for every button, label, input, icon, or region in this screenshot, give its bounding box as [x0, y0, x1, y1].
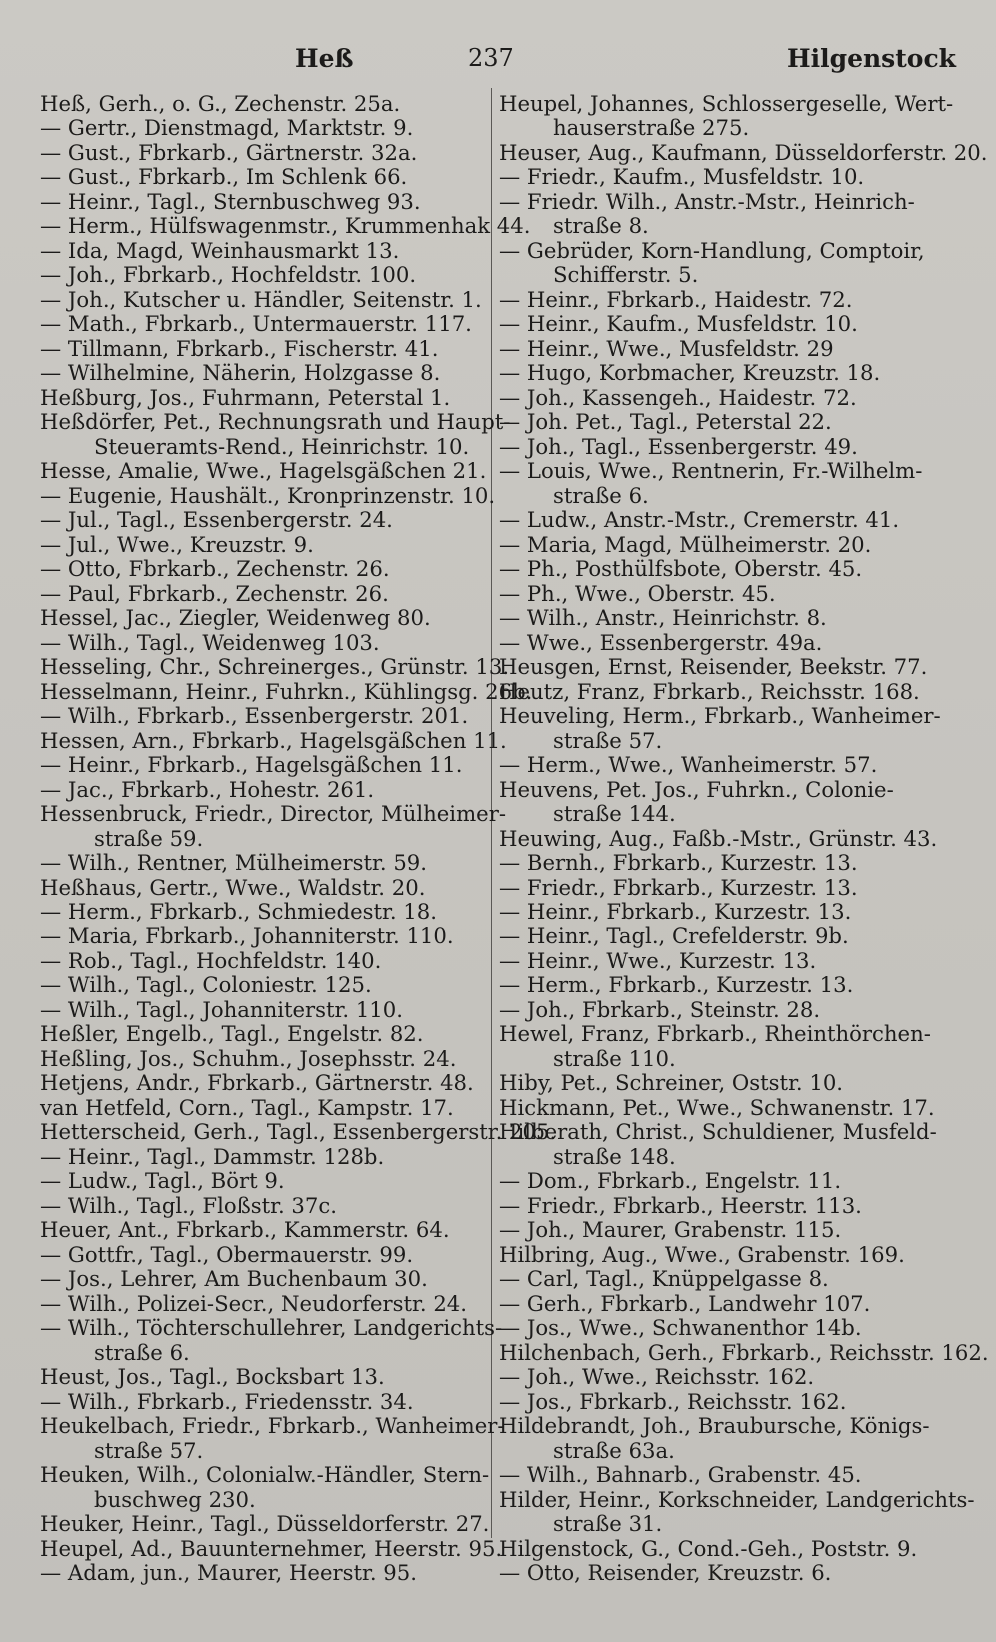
directory-entry [40, 1390, 490, 1414]
directory-entry [499, 1365, 949, 1389]
entry-continuation: straße 6. [94, 1339, 190, 1365]
directory-entry [40, 482, 496, 508]
entry-text: Hewel, Franz, Fbrkarb., Rheinthörchen- [499, 1021, 931, 1047]
directory-entry [40, 1145, 490, 1169]
entry-text: — Ludw., Anstr.-Mstr., Cremerstr. 41. [499, 507, 900, 533]
directory-entry [40, 116, 490, 140]
entry-text: — Joh. Pet., Tagl., Peterstal 22. [499, 409, 832, 435]
page-number: 237 [468, 44, 514, 72]
directory-entry [40, 1047, 490, 1071]
directory-entry [40, 312, 490, 336]
directory-entry [40, 288, 490, 312]
entry-text: Hessenbruck, Friedr., Director, Mülheimer- [40, 801, 506, 827]
entry-continuation: straße 57. [553, 727, 663, 753]
directory-entry [40, 924, 490, 948]
directory-entry [499, 435, 949, 459]
entry-text: — Herm., Wwe., Wanheimerstr. 57. [499, 752, 878, 778]
entry-text: Hesseling, Chr., Schreinerges., Grünstr. 13. [40, 654, 510, 680]
entry-text: Heuveling, Herm., Fbrkarb., Wanheimer- [499, 703, 941, 729]
directory-entry [40, 1119, 557, 1145]
entry-continuation: straße 148. [553, 1143, 676, 1169]
entry-text: — Heinr., Kaufm., Musfeldstr. 10. [499, 311, 858, 337]
directory-entry [40, 1315, 503, 1365]
entry-text: — Ph., Wwe., Oberstr. 45. [499, 580, 776, 606]
entry-continuation: buschweg 230. [94, 1486, 256, 1512]
directory-entry [40, 1292, 490, 1316]
entry-text: Hilbring, Aug., Wwe., Grabenstr. 169. [499, 1241, 905, 1267]
directory-entry [40, 876, 490, 900]
entry-text: Heukelbach, Friedr., Fbrkarb., Wanheimer- [40, 1413, 505, 1439]
entry-continuation: Steueramts-Rend., Heinrichstr. 10. [94, 433, 470, 459]
entry-text: — Maria, Fbrkarb., Johanniterstr. 110. [40, 923, 454, 949]
entry-text: — Wilh., Tagl., Johanniterstr. 110. [40, 996, 403, 1022]
directory-entry [40, 1463, 490, 1512]
entry-text: Heßdörfer, Pet., Rechnungsrath und Haupt- [40, 409, 511, 435]
entry-text: — Louis, Wwe., Rentnerin, Fr.-Wilhelm- [499, 458, 923, 484]
directory-entry [40, 190, 490, 214]
directory-entry [499, 312, 949, 336]
entry-text: — Heinr., Wwe., Musfeldstr. 29 [499, 335, 834, 361]
entry-text: — Heinr., Tagl., Dammstr. 128b. [40, 1143, 385, 1169]
directory-entry [40, 92, 490, 116]
directory-entry [40, 533, 490, 557]
entry-continuation: straße 6. [553, 482, 649, 508]
directory-entry [40, 654, 510, 680]
entry-text: Heust, Jos., Tagl., Bocksbart 13. [40, 1364, 385, 1390]
entry-text: Hilgenstock, G., Cond.-Geh., Poststr. 9. [499, 1535, 918, 1561]
directory-entry [40, 900, 490, 924]
entry-continuation: Schifferstr. 5. [553, 262, 699, 288]
entry-text: — Wilh., Anstr., Heinrichstr. 8. [499, 605, 827, 631]
entry-text: — Gust., Fbrkarb., Gärtnerstr. 32a. [40, 139, 418, 165]
directory-entry [499, 361, 949, 385]
entry-continuation: straße 31. [553, 1511, 663, 1537]
directory-entry [499, 1096, 949, 1120]
directory-entry [499, 337, 949, 361]
directory-entry [40, 973, 490, 997]
directory-entry [40, 1218, 490, 1242]
directory-entry [499, 1243, 949, 1267]
directory-entry [40, 1267, 490, 1291]
entry-text: Heßler, Engelb., Tagl., Engelstr. 82. [40, 1021, 424, 1047]
directory-entry [499, 1267, 949, 1291]
entry-text: — Otto, Reisender, Kreuzstr. 6. [499, 1560, 832, 1586]
directory-entry [499, 1169, 949, 1193]
directory-entry [499, 1414, 949, 1463]
entry-text: — Friedr., Kaufm., Musfeldstr. 10. [499, 164, 865, 190]
directory-entry [499, 949, 949, 973]
directory-entry [40, 1194, 490, 1218]
directory-entry [499, 190, 949, 239]
directory-entry [40, 165, 490, 189]
entry-text: — Heinr., Tagl., Sternbuschweg 93. [40, 188, 421, 214]
entry-text: — Tillmann, Fbrkarb., Fischerstr. 41. [40, 335, 439, 361]
entry-continuation: straße 110. [553, 1045, 676, 1071]
directory-entry [40, 1071, 490, 1095]
directory-entry [40, 239, 490, 263]
entry-text: — Wilhelmine, Näherin, Holzgasse 8. [40, 360, 441, 386]
directory-entry [40, 727, 507, 753]
entry-text: Heuvens, Pet. Jos., Fuhrkn., Colonie- [499, 776, 894, 802]
directory-entry [499, 1339, 989, 1365]
entry-text: — Wilh., Rentner, Mülheimerstr. 59. [40, 850, 428, 876]
entry-text: Hessen, Arn., Fbrkarb., Hagelsgäßchen 11. [40, 727, 507, 753]
entry-text: Hetterscheid, Gerh., Tagl., Essenbergerstr. 205. [40, 1119, 557, 1145]
entry-text: — Gertr., Dienstmagd, Marktstr. 9. [40, 115, 414, 141]
directory-entry [499, 753, 949, 777]
entry-text: Heuer, Ant., Fbrkarb., Kammerstr. 64. [40, 1217, 450, 1243]
directory-entry [40, 851, 490, 875]
entry-text: — Jul., Tagl., Essenbergerstr. 24. [40, 507, 393, 533]
entry-text: van Hetfeld, Corn., Tagl., Kampstr. 17. [40, 1094, 454, 1120]
entry-text: — Paul, Fbrkarb., Zechenstr. 26. [40, 580, 389, 606]
entry-text: — Heinr., Fbrkarb., Kurzestr. 13. [499, 898, 852, 924]
entry-text: Heupel, Ad., Bauunternehmer, Heerstr. 95. [40, 1535, 503, 1561]
entry-text: Heß, Gerh., o. G., Zechenstr. 25a. [40, 91, 401, 116]
entry-text: — Joh., Fbrkarb., Hochfeldstr. 100. [40, 262, 417, 288]
directory-entry [40, 1022, 490, 1046]
directory-entry [499, 557, 949, 581]
entry-text: — Joh., Maurer, Grabenstr. 115. [499, 1217, 842, 1243]
directory-entry [40, 141, 490, 165]
entry-text: Hesselmann, Heinr., Fuhrkn., Kühlingsg. 26b. [40, 678, 533, 704]
directory-entry [499, 1292, 949, 1316]
entry-text: — Rob., Tagl., Hochfeldstr. 140. [40, 947, 382, 973]
directory-entry [499, 1561, 949, 1585]
entry-continuation: straße 57. [94, 1437, 204, 1463]
entry-text: — Friedr., Fbrkarb., Kurzestr. 13. [499, 874, 858, 900]
header-right-keyword: Hilgenstock [786, 44, 956, 73]
directory-entry [40, 361, 490, 385]
directory-entry [499, 973, 949, 997]
directory-entry [499, 900, 949, 924]
entry-text: — Joh., Kassengeh., Haidestr. 72. [499, 384, 857, 410]
directory-entry [499, 827, 949, 851]
entry-text: Hickmann, Pet., Wwe., Schwanenstr. 17. [499, 1094, 935, 1120]
directory-entry [40, 998, 490, 1022]
entry-text: Hilder, Heinr., Korkschneider, Landgerichts- [499, 1486, 975, 1512]
entry-text: — Wilh., Tagl., Floßstr. 37c. [40, 1192, 337, 1218]
directory-entry [40, 213, 531, 239]
entry-text: — Eugenie, Haushält., Kronprinzenstr. 10. [40, 482, 496, 508]
directory-entry [40, 753, 490, 777]
entry-text: Heutz, Franz, Fbrkarb., Reichsstr. 168. [499, 678, 920, 704]
directory-entry [499, 91, 954, 141]
directory-entry [499, 1537, 949, 1561]
entry-continuation: straße 59. [94, 825, 204, 851]
entry-text: Hildebrandt, Joh., Brauburschе, Königs- [499, 1413, 930, 1439]
directory-entry [40, 1243, 490, 1267]
entry-text: — Wilh., Fbrkarb., Friedensstr. 34. [40, 1388, 414, 1414]
directory-entry [40, 386, 490, 410]
entry-text: — Heinr., Tagl., Crefelderstr. 9b. [499, 923, 849, 949]
directory-entry [499, 1390, 949, 1414]
directory-entry [499, 655, 949, 679]
entry-text: — Wwe., Essenbergerstr. 49a. [499, 629, 823, 655]
directory-entry [40, 459, 490, 483]
entry-text: — Wilh., Polizei-Secr., Neudorferstr. 24. [40, 1290, 468, 1316]
directory-entry [499, 631, 949, 655]
entry-text: — Gust., Fbrkarb., Im Schlenk 66. [40, 164, 408, 190]
entry-text: — Herm., Hülfswagenmstr., Krummenhak 44. [40, 213, 531, 239]
entry-text: — Wilh., Fbrkarb., Essenbergerstr. 201. [40, 703, 469, 729]
directory-entry [499, 851, 949, 875]
entry-text: — Gebrüder, Korn-Handlung, Comptoir, [499, 237, 925, 263]
entry-text: — Ludw., Tagl., Bört 9. [40, 1168, 285, 1194]
entry-text: — Wilh., Töchterschullehrer, Landgerichts- [40, 1315, 503, 1341]
entry-text: Hesse, Amalie, Wwe., Hagelsgäßchen 21. [40, 458, 487, 484]
entry-text: Heuser, Aug., Kaufmann, Düsseldorferstr. 20. [499, 139, 988, 165]
directory-entry [40, 263, 490, 287]
directory-entry [40, 631, 490, 655]
directory-entry [40, 606, 490, 630]
directory-entry [499, 680, 949, 704]
directory-entry [499, 606, 949, 630]
entry-text: — Heinr., Fbrkarb., Haidestr. 72. [499, 286, 853, 312]
directory-entry [499, 1194, 949, 1218]
directory-entry [40, 1096, 490, 1120]
directory-entry [40, 704, 490, 728]
directory-entry [499, 1071, 949, 1095]
entry-text: — Gerh., Fbrkarb., Landwehr 107. [499, 1290, 871, 1316]
entry-text: — Jul., Wwe., Kreuzstr. 9. [40, 531, 314, 557]
entry-text: — Ida, Magd, Weinhausmarkt 13. [40, 237, 400, 263]
directory-entry [499, 459, 949, 508]
directory-entry [499, 876, 949, 900]
directory-entry [499, 410, 949, 434]
directory-entry [40, 1535, 503, 1561]
directory-entry [499, 533, 949, 557]
entry-continuation: straße 8. [553, 213, 649, 239]
directory-entry [40, 949, 490, 973]
entry-text: Heuker, Heinr., Tagl., Düsseldorferstr. 27. [40, 1511, 490, 1537]
entry-text: — Dom., Fbrkarb., Engelstr. 11. [499, 1168, 842, 1194]
entry-continuation: hauserstraße 275. [553, 115, 750, 141]
directory-entry [40, 508, 490, 532]
directory-entry [499, 582, 949, 606]
directory-entry [40, 801, 506, 851]
directory-entry [40, 409, 511, 459]
entry-text: Hessel, Jac., Ziegler, Weidenweg 80. [40, 605, 431, 631]
directory-entry [499, 139, 988, 165]
directory-entry [40, 1169, 490, 1193]
directory-entry [499, 288, 949, 312]
entry-continuation: straße 144. [553, 801, 676, 827]
directory-entry [40, 1512, 490, 1536]
entry-text: — Wilh., Tagl., Weidenweg 103. [40, 629, 380, 655]
entry-text: Hetjens, Andr., Fbrkarb., Gärtnerstr. 48. [40, 1070, 474, 1096]
entry-text: — Friedr., Fbrkarb., Heerstr. 113. [499, 1192, 862, 1218]
entry-text: — Herm., Fbrkarb., Schmiedestr. 18. [40, 898, 438, 924]
entry-text: — Joh., Wwe., Reichsstr. 162. [499, 1364, 815, 1390]
entry-text: — Joh., Kutscher u. Händler, Seitenstr. 1. [40, 286, 482, 312]
entry-text: — Bernh., Fbrkarb., Kurzestr. 13. [499, 850, 858, 876]
directory-entry [499, 165, 949, 189]
directory-entry [40, 337, 490, 361]
left-column [40, 91, 557, 1586]
directory-entry [40, 582, 490, 606]
entry-text: Heßburg, Jos., Fuhrmann, Peterstal 1. [40, 384, 451, 410]
directory-entry [499, 1486, 975, 1537]
entry-text: — Math., Fbrkarb., Untermauerstr. 117. [40, 311, 472, 337]
directory-entry [499, 704, 949, 753]
directory-entry [40, 678, 533, 704]
directory-entry [499, 924, 949, 948]
directory-entry [499, 1316, 949, 1340]
right-column [499, 91, 989, 1586]
directory-entry [40, 557, 490, 581]
directory-entry [499, 1120, 949, 1169]
entry-text: — Wilh., Tagl., Coloniestr. 125. [40, 972, 372, 998]
entry-text: — Jos., Fbrkarb., Reichsstr. 162. [499, 1388, 847, 1414]
entry-text: — Joh., Tagl., Essenbergerstr. 49. [499, 433, 858, 459]
entry-text: — Jac., Fbrkarb., Hohestr. 261. [40, 776, 375, 802]
entry-text: Heusgen, Ernst, Reisender, Beekstr. 77. [499, 654, 928, 680]
directory-entry [499, 1022, 949, 1071]
directory-entry [40, 1365, 490, 1389]
entry-text: — Heinr., Wwe., Kurzestr. 13. [499, 947, 817, 973]
entry-text: — Herm., Fbrkarb., Kurzestr. 13. [499, 972, 854, 998]
entry-text: Heuwing, Aug., Faßb.-Mstr., Grünstr. 43. [499, 825, 938, 851]
entry-text: Hiby, Pet., Schreiner, Oststr. 10. [499, 1070, 844, 1096]
directory-entry [499, 1218, 949, 1242]
entry-text: — Jos., Wwe., Schwanenthor 14b. [499, 1315, 862, 1341]
entry-text: — Otto, Fbrkarb., Zechenstr. 26. [40, 556, 390, 582]
entry-text: Heupel, Johannes, Schlossergeselle, Wert- [499, 91, 954, 116]
entry-text: — Carl, Tagl., Knüppelgasse 8. [499, 1266, 829, 1292]
entry-text: — Wilh., Bahnarb., Grabenstr. 45. [499, 1462, 862, 1488]
directory-entry [499, 1463, 949, 1487]
entry-text: — Gottfr., Tagl., Obermauerstr. 99. [40, 1241, 414, 1267]
page-header [40, 44, 956, 80]
entry-text: — Joh., Fbrkarb., Steinstr. 28. [499, 996, 821, 1022]
entry-text: Hilberath, Christ., Schuldiener, Musfeld- [499, 1119, 937, 1145]
directory-entry [499, 998, 949, 1022]
header-left-keyword: Heß [295, 44, 354, 73]
entry-text: — Maria, Magd, Mülheimerstr. 20. [499, 531, 872, 557]
directory-entry [40, 778, 490, 802]
entry-text: Heßhaus, Gertr., Wwe., Waldstr. 20. [40, 874, 426, 900]
directory-entry [40, 1413, 505, 1463]
entry-text: Heßling, Jos., Schuhm., Josephsstr. 24. [40, 1045, 457, 1071]
entry-text: Hilchenbach, Gerh., Fbrkarb., Reichsstr. 162. [499, 1339, 989, 1365]
entry-text: — Ph., Posthülfsbote, Oberstr. 45. [499, 556, 863, 582]
entry-text: — Heinr., Fbrkarb., Hagelsgäßchen 11. [40, 752, 463, 778]
entry-text: — Jos., Lehrer, Am Buchenbaum 30. [40, 1266, 428, 1292]
directory-entry [499, 239, 949, 288]
entry-text: — Adam, jun., Maurer, Heerstr. 95. [40, 1560, 417, 1586]
entry-text: — Hugo, Korbmacher, Kreuzstr. 18. [499, 360, 881, 386]
entry-continuation: straße 63a. [553, 1437, 675, 1463]
directory-entry [499, 778, 949, 827]
directory-entry [40, 1561, 490, 1585]
entry-text: — Friedr. Wilh., Anstr.-Mstr., Heinrich- [499, 188, 915, 214]
entry-text: Heuken, Wilh., Colonialw.-Händler, Stern- [40, 1462, 490, 1488]
directory-entry [499, 508, 949, 532]
directory-entry [499, 386, 949, 410]
